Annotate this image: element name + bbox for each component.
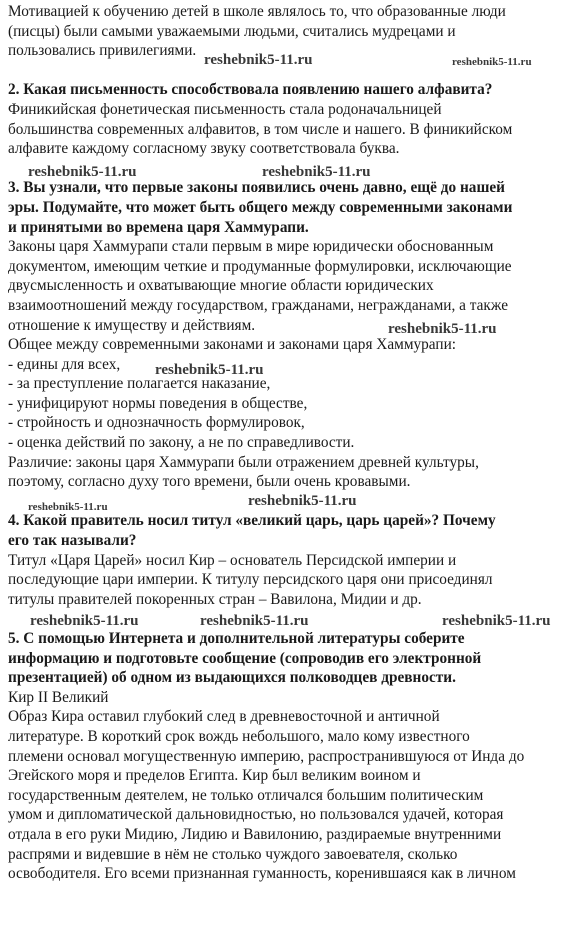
text-line: Образ Кира оставил глубокий след в древневосточной и античной bbox=[8, 708, 440, 726]
question-3-heading: эры. Подумайте, что может быть общего между современными законами bbox=[8, 198, 513, 216]
text-line: освободителя. Его всеми признанная гуманность, коренившаяся как в личном bbox=[8, 865, 516, 883]
question-4-heading: его так называли? bbox=[8, 532, 137, 550]
text-line: документом, имеющим четкие и продуманные формулировки, исключающие bbox=[8, 257, 512, 275]
text-line: поэтому, согласно духу того времени, были очень кровавыми. bbox=[8, 473, 411, 491]
question-4-heading: 4. Какой правитель носил титул «великий царь, царь царей»? Почему bbox=[8, 512, 496, 530]
text-line: отношение к имуществу и действиям. bbox=[8, 316, 256, 334]
list-item: - за преступление полагается наказание, bbox=[8, 375, 271, 393]
text-line: литературе. В короткий срок вождь небольшого, мало кому известного bbox=[8, 727, 470, 745]
question-5-heading: презентацией) об одном из выдающихся полководцев древности. bbox=[8, 669, 456, 687]
text-line: последующие цари империи. К титулу персидского царя они присоединял bbox=[8, 571, 493, 589]
text-line: Финикийская фонетическая письменность стала родоначальницей bbox=[8, 100, 442, 118]
watermark: reshebnik5-11.ru bbox=[452, 56, 532, 68]
question-2-heading: 2. Какая письменность способствовала появлению нашего алфавита? bbox=[8, 81, 493, 99]
text-line: пользовались привилегиями. bbox=[8, 42, 197, 60]
text-line: Общее между современными законами и законами царя Хаммурапи: bbox=[8, 336, 457, 354]
text-line: племени основал могущественную империю, распространившуюся от Инда до bbox=[8, 747, 525, 765]
watermark: reshebnik5-11.ru bbox=[442, 613, 551, 629]
question-5-heading: 5. С помощью Интернета и дополнительной литературы соберите bbox=[8, 630, 465, 647]
document-page bbox=[8, 2, 583, 884]
text-line: двусмысленность и охватывающие многие области юридических bbox=[8, 277, 434, 295]
watermark: reshebnik5-11.ru bbox=[28, 501, 108, 513]
text-line: большинства современных алфавитов, в том числе и нашего. В финикийском bbox=[8, 120, 513, 138]
section-subtitle: Кир II Великий bbox=[8, 688, 109, 706]
text-line: Законы царя Хаммурапи стали первым в мире юридически обоснованным bbox=[8, 238, 494, 256]
list-item: - стройность и однозначность формулировок, bbox=[8, 414, 305, 432]
watermark: reshebnik5-11.ru bbox=[388, 321, 497, 337]
watermark: reshebnik5-11.ru bbox=[262, 164, 371, 180]
list-item: - унифицируют нормы поведения в обществе, bbox=[8, 394, 308, 412]
text-line: взаимоотношений между государством, гражданами, негражданами, а также bbox=[8, 296, 509, 314]
text-line: Мотивацией к обучению детей в школе являлось то, что образованные люди bbox=[8, 3, 506, 20]
text-line: умом и дипломатической дальновидностью, но пользовался удачей, которая bbox=[8, 806, 504, 824]
question-5-heading: информацию и подготовьте сообщение (сопроводив его электронной bbox=[8, 649, 482, 667]
watermark: reshebnik5-11.ru bbox=[155, 362, 264, 378]
text-line: государственным деятелем, не только отличался большим политическим bbox=[8, 786, 484, 804]
question-3-heading: 3. Вы узнали, что первые законы появились очень давно, ещё до нашей bbox=[8, 179, 505, 197]
text-line: алфавите каждому согласному звуку соответствовала буква. bbox=[8, 140, 400, 158]
watermark: reshebnik5-11.ru bbox=[200, 613, 309, 629]
watermark: reshebnik5-11.ru bbox=[30, 613, 139, 629]
text-line: титулы правителей покоренных стран – Вавилона, Мидии и др. bbox=[8, 590, 422, 608]
list-item: - оценка действий по закону, а не по справедливости. bbox=[8, 434, 355, 452]
watermark: reshebnik5-11.ru bbox=[204, 52, 313, 68]
watermark: reshebnik5-11.ru bbox=[248, 493, 357, 509]
text-line: распрями и видевшие в нём не столько чуждого завоевателя, сколько bbox=[8, 845, 458, 863]
text-line: Титул «Царя Царей» носил Кир – основатель Персидской империи и bbox=[8, 551, 457, 569]
list-item: - едины для всех, bbox=[8, 355, 121, 373]
watermark: reshebnik5-11.ru bbox=[28, 164, 137, 180]
question-3-heading: и принятыми во времена царя Хаммурапи. bbox=[8, 218, 309, 236]
text-line: (писцы) были самыми уважаемыми людьми, считались мудрецами и bbox=[8, 22, 456, 40]
text-line: Эгейского моря и пределов Египта. Кир был великим воином и bbox=[8, 767, 421, 785]
text-line: Различие: законы царя Хаммурапи были отражением древней культуры, bbox=[8, 453, 479, 471]
text-line: отдала в его руки Мидию, Лидию и Вавилонию, раздираемые внутренними bbox=[8, 825, 502, 843]
